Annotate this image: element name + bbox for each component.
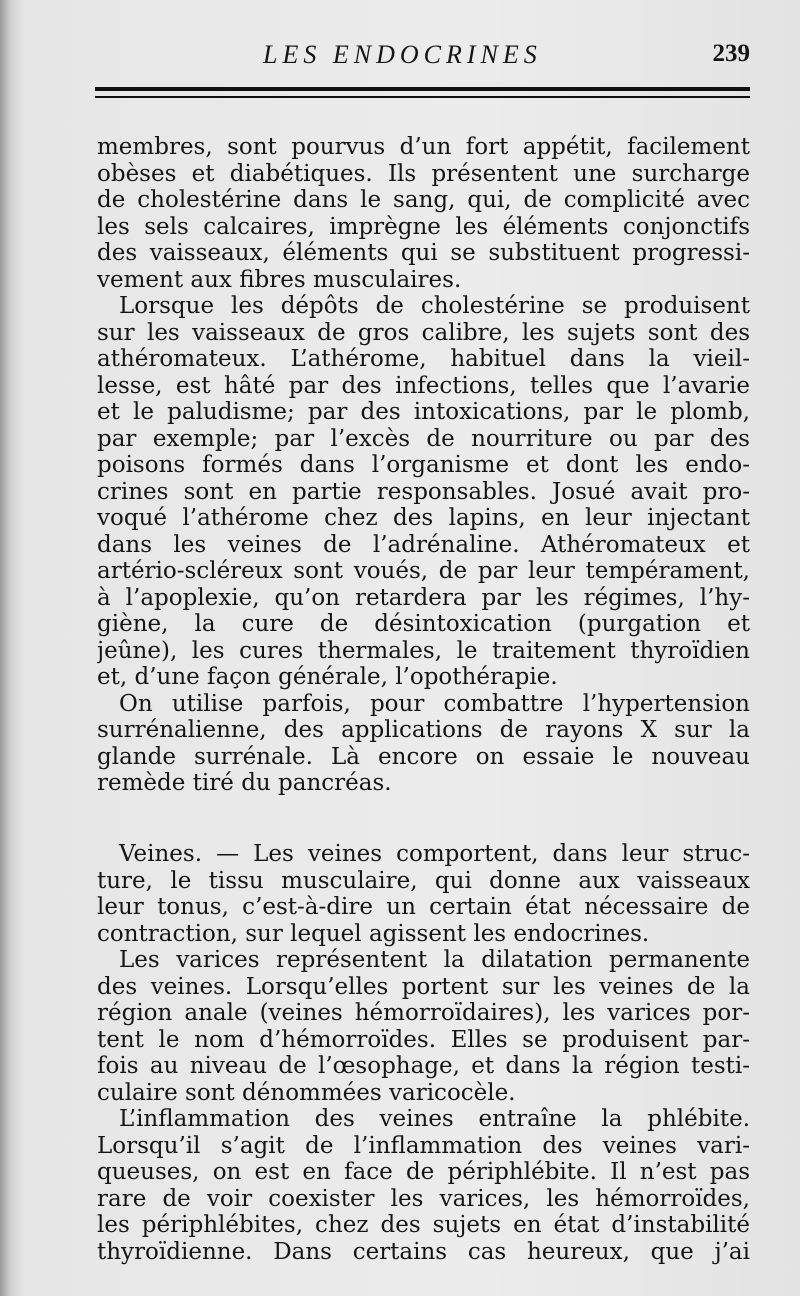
text-line: athéromateux. L’athérome, habituel dans la vieil- — [97, 346, 750, 372]
text-line: rare de voir coexister les varices, les hémorroïdes, — [97, 1185, 750, 1212]
text-line: On utilise parfois, pour combattre l’hypertension — [119, 690, 750, 717]
text-block-veins — [97, 841, 750, 1265]
text-line: Les varices représentent la dilatation permanente — [119, 947, 750, 973]
header-rule-thin — [95, 96, 750, 98]
text-line: obèses et diabétiques. Ils présentent une surcharge — [97, 160, 750, 187]
text-line: fois au niveau de l’œsophage, et dans la région testi- — [97, 1053, 750, 1079]
text-line: artério-scléreux sont voués, de par leur tempérament, — [97, 558, 750, 584]
text-line: leur tonus, c’est-à-dire un certain état nécessaire de — [97, 894, 750, 920]
text-line: et, d’une façon générale, l’opothérapie. — [97, 664, 558, 690]
text-line: des veines. Lorsqu’elles portent sur les veines de la — [97, 973, 750, 1000]
text-line: Lorsque les dépôts de cholestérine se produisent — [119, 293, 750, 319]
text-line: dans les veines de l’adrénaline. Athéromateux et — [97, 531, 750, 558]
text-block-arteries — [97, 134, 750, 797]
text-line: membres, sont pourvus d’un fort appétit, facilement — [97, 134, 750, 160]
text-line: par exemple; par l’excès de nourriture ou par des — [97, 425, 750, 452]
text-line: poisons formés dans l’organisme et dont les endo- — [97, 452, 750, 478]
text-line: Lorsqu’il s’agit de l’inflammation des veines vari- — [97, 1132, 750, 1159]
text-line: remède tiré du pancréas. — [97, 770, 392, 796]
text-line: lesse, est hâté par des infections, telles que l’avarie — [97, 372, 750, 399]
header-rule-thick — [95, 87, 750, 91]
text-line: giène, la cure de désintoxication (purgation et — [97, 611, 750, 637]
text-line: contraction, sur lequel agissent les endocrines. — [97, 920, 650, 947]
text-line: tent le nom d’hémorroïdes. Elles se produisent par- — [97, 1026, 750, 1053]
text-line: thyroïdienne. Dans certains cas heureux, que j’ai — [97, 1238, 750, 1265]
text-line: à l’apoplexie, qu’on retardera par les régimes, l’hy- — [97, 584, 750, 611]
page-number: 239 — [712, 40, 750, 67]
text-line: région anale (veines hémorroïdaires), les varices por- — [97, 1000, 750, 1026]
text-line: crines sont en partie responsables. Josué avait pro- — [97, 478, 750, 505]
text-line: voqué l’athérome chez des lapins, en leur injectant — [97, 505, 750, 531]
text-line: vement aux fibres musculaires. — [97, 266, 462, 293]
text-line: glande surrénale. Là encore on essaie le nouveau — [97, 743, 750, 770]
text-line: et le paludisme; par des intoxications, par le plomb, — [97, 399, 750, 425]
text-line: sur les vaisseaux de gros calibre, les sujets sont des — [97, 319, 750, 346]
text-line: queuses, on est en face de périphlébite. Il n’est pas — [97, 1159, 750, 1185]
text-line: les périphlébites, chez des sujets en état d’instabilité — [97, 1212, 750, 1238]
text-line: L’inflammation des veines entraîne la phlébite. — [119, 1106, 750, 1132]
text-line: les sels calcaires, imprègne les éléments conjonctifs — [97, 213, 750, 240]
text-line: ture, le tissu musculaire, qui donne aux vaisseaux — [97, 867, 750, 894]
text-line: Veines. — Les veines comportent, dans leur struc- — [119, 841, 750, 867]
text-line: surrénalienne, des applications de rayons X sur la — [97, 717, 750, 743]
page-header — [95, 40, 750, 80]
running-title: LES ENDOCRINES — [263, 40, 542, 69]
text-line: des vaisseaux, éléments qui se substituent progressi- — [97, 240, 750, 266]
text-line: jeûne), les cures thermales, le traitement thyroïdien — [97, 637, 750, 664]
text-line: de cholestérine dans le sang, qui, de complicité avec — [97, 187, 750, 213]
text-line: culaire sont dénommées varicocèle. — [97, 1079, 516, 1106]
